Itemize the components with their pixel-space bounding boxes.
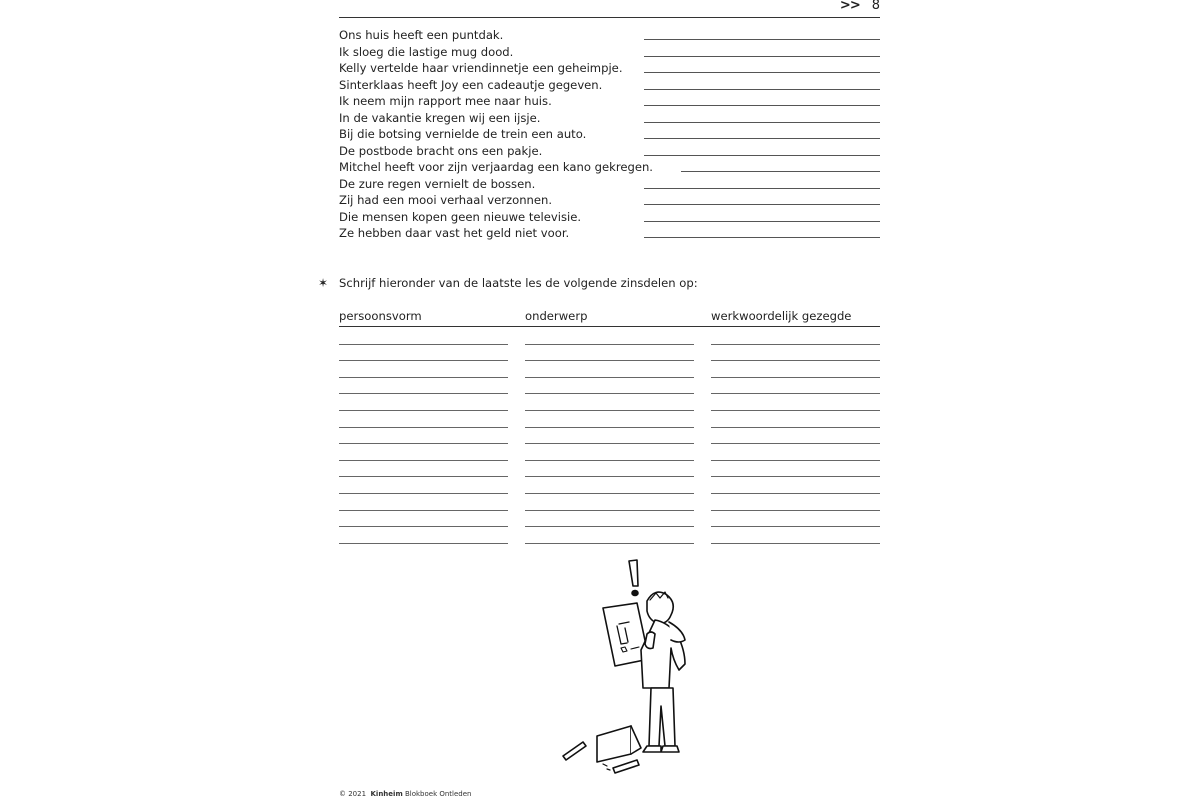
table-answer-line[interactable] xyxy=(525,393,694,394)
page-number: 8 xyxy=(871,0,880,13)
table-answer-line[interactable] xyxy=(711,344,880,345)
column-header-onderwerp: onderwerp xyxy=(525,309,588,323)
table-answer-line[interactable] xyxy=(339,410,508,411)
table-answer-line[interactable] xyxy=(525,410,694,411)
table-answer-line[interactable] xyxy=(525,493,694,494)
answer-line[interactable] xyxy=(644,105,880,106)
answer-line[interactable] xyxy=(644,155,880,156)
table-answer-line[interactable] xyxy=(711,393,880,394)
sentence-row xyxy=(339,110,880,127)
table-answer-line[interactable] xyxy=(711,510,880,511)
sentence-text: Die mensen kopen geen nieuwe televisie. xyxy=(339,209,582,224)
table-answer-line[interactable] xyxy=(525,344,694,345)
answer-line[interactable] xyxy=(644,72,880,73)
table-answer-line[interactable] xyxy=(339,526,508,527)
table-answer-line[interactable] xyxy=(525,543,694,544)
table-answer-line[interactable] xyxy=(339,543,508,544)
answer-line[interactable] xyxy=(644,89,880,90)
sentence-list xyxy=(339,27,880,242)
table-answer-line[interactable] xyxy=(711,360,880,361)
table-answer-line[interactable] xyxy=(711,427,880,428)
sentence-row xyxy=(339,44,880,61)
page-header xyxy=(339,0,880,18)
sentence-text: Sinterklaas heeft Joy een cadeautje gegeven. xyxy=(339,77,603,92)
sentence-row xyxy=(339,176,880,193)
table-answer-line[interactable] xyxy=(339,476,508,477)
table-answer-line[interactable] xyxy=(711,493,880,494)
table-answer-line[interactable] xyxy=(525,427,694,428)
sentence-row xyxy=(339,27,880,44)
sentence-row xyxy=(339,225,880,242)
table-answer-line[interactable] xyxy=(525,360,694,361)
sentence-row xyxy=(339,209,880,226)
sentence-row xyxy=(339,77,880,94)
answer-line[interactable] xyxy=(644,237,880,238)
star-icon: ✶ xyxy=(318,276,329,290)
answer-line[interactable] xyxy=(644,204,880,205)
table-answer-line[interactable] xyxy=(339,460,508,461)
footer-brand: Kinheim xyxy=(370,790,403,798)
sentence-text: Zij had een mooi verhaal verzonnen. xyxy=(339,193,553,207)
answer-line[interactable] xyxy=(644,39,880,40)
instruction-text: Schrijf hieronder van de laatste les de volgende zinsdelen op: xyxy=(339,276,698,290)
sentence-text: Ik neem mijn rapport mee naar huis. xyxy=(339,94,552,108)
table-answer-line[interactable] xyxy=(711,526,880,527)
table-answer-line[interactable] xyxy=(525,476,694,477)
sentence-text: De zure regen vernielt de bossen. xyxy=(339,176,536,191)
sentence-text: Ons huis heeft een puntdak. xyxy=(339,28,504,42)
boy-reading-illustration xyxy=(555,556,705,776)
answer-table-header xyxy=(339,309,880,327)
table-answer-line[interactable] xyxy=(339,493,508,494)
answer-line[interactable] xyxy=(644,56,880,57)
sentence-text: Ze hebben daar vast het geld niet voor. xyxy=(339,226,570,240)
sentence-row xyxy=(339,60,880,77)
sentence-text: Bij die botsing vernielde de trein een auto. xyxy=(339,127,587,141)
answer-table xyxy=(339,309,880,327)
sentence-text: Mitchel heeft voor zijn verjaardag een kano gekregen. xyxy=(339,160,653,174)
table-answer-line[interactable] xyxy=(525,526,694,527)
answer-line[interactable] xyxy=(681,171,880,172)
table-answer-line[interactable] xyxy=(711,410,880,411)
table-answer-line[interactable] xyxy=(339,360,508,361)
table-answer-line[interactable] xyxy=(525,377,694,378)
column-header-werkwoordelijk-gezegde: werkwoordelijk gezegde xyxy=(711,309,852,323)
sentence-row xyxy=(339,93,880,110)
table-answer-line[interactable] xyxy=(711,543,880,544)
sentence-row xyxy=(339,143,880,160)
table-answer-line[interactable] xyxy=(525,510,694,511)
sentence-text: In de vakantie kregen wij een ijsje. xyxy=(339,110,541,125)
answer-line[interactable] xyxy=(644,188,880,189)
answer-line[interactable] xyxy=(644,221,880,222)
footer-product: Blokboek Ontleden xyxy=(404,790,472,798)
column-header-persoonsvorm: persoonsvorm xyxy=(339,309,422,323)
table-answer-line[interactable] xyxy=(711,460,880,461)
sentence-row xyxy=(339,159,880,176)
sentence-text: De postbode bracht ons een pakje. xyxy=(339,143,543,158)
table-answer-line[interactable] xyxy=(525,460,694,461)
table-answer-line[interactable] xyxy=(339,393,508,394)
sentence-row xyxy=(339,192,880,209)
footer-copyright: © 2021 xyxy=(339,790,367,798)
page-number-area xyxy=(840,0,880,13)
table-answer-line[interactable] xyxy=(339,510,508,511)
table-answer-line[interactable] xyxy=(711,476,880,477)
footer xyxy=(339,790,472,798)
table-answer-line[interactable] xyxy=(339,344,508,345)
answer-line[interactable] xyxy=(644,122,880,123)
table-answer-line[interactable] xyxy=(339,443,508,444)
table-answer-line[interactable] xyxy=(339,427,508,428)
sentence-text: Kelly vertelde haar vriendinnetje een geheimpje. xyxy=(339,61,623,75)
instruction xyxy=(318,276,698,290)
table-answer-line[interactable] xyxy=(339,377,508,378)
table-answer-line[interactable] xyxy=(525,443,694,444)
answer-line[interactable] xyxy=(644,138,880,139)
chevron-icon: >> xyxy=(839,0,860,13)
sentence-text: Ik sloeg die lastige mug dood. xyxy=(339,44,514,59)
sentence-row xyxy=(339,126,880,143)
table-answer-line[interactable] xyxy=(711,443,880,444)
table-answer-line[interactable] xyxy=(711,377,880,378)
